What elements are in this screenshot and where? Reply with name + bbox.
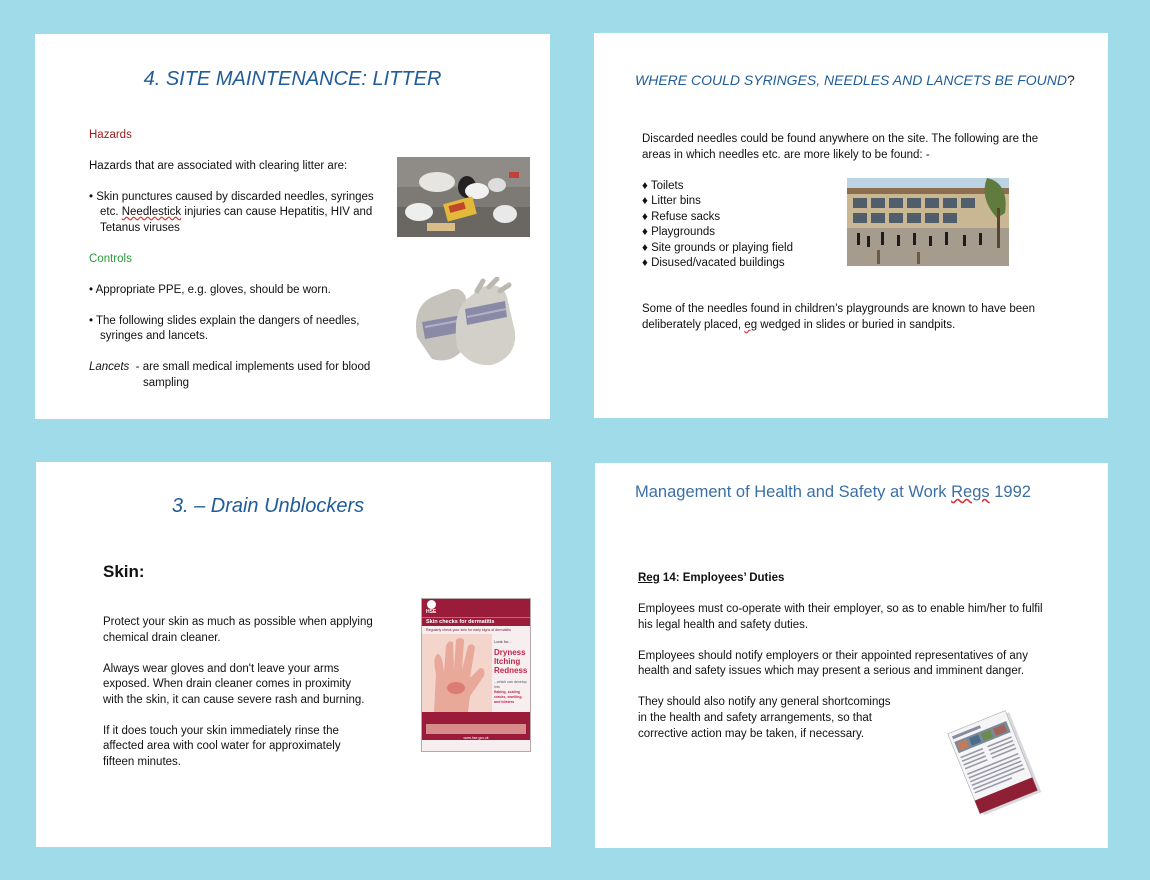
control-bullet-2-line-2: syringes and lancets. — [100, 330, 209, 342]
litter-photo — [397, 157, 530, 237]
slide-where-syringes-found[interactable] — [594, 33, 1108, 418]
control-bullet-2-line-1: • The following slides explain the dangers of needles, — [89, 315, 360, 327]
paragraph-1-line-1: Protect your skin as much as possible when applying — [103, 616, 373, 628]
spellcheck-word: Needlestick — [121, 206, 182, 218]
paragraph-1-line-2: chemical drain cleaner. — [103, 632, 221, 644]
lancets-definition: Lancets - are small medical implements used for blood — [89, 361, 371, 373]
paragraph-3-line-1: They should also notify any general shortcomings — [638, 696, 891, 708]
paragraph-1-line-1: Employees must co-operate with their employer, so as to enable him/her to fulfil — [638, 603, 1043, 615]
lancets-definition-line-2: sampling — [143, 377, 190, 389]
gloves-photo — [407, 277, 522, 367]
paragraph-3-line-1: If it does touch your skin immediately rinse the — [103, 725, 339, 737]
hazards-heading: Hazards — [89, 129, 132, 141]
hazard-bullet-line-3: Tetanus viruses — [100, 222, 180, 234]
slide-site-maintenance-litter[interactable] — [35, 34, 550, 419]
paragraph-2-line-3: with the skin, it can cause severe rash and burning. — [103, 694, 365, 706]
spellcheck-word: Regs — [951, 483, 990, 501]
poster-sub: Regularly check your skin for early signs of dermatitis — [426, 628, 511, 632]
paragraph-3-line-2: in the health and safety arrangements, so that — [638, 712, 872, 724]
list-item: ♦ Refuse sacks — [642, 211, 721, 223]
slide-title: Management of Health and Safety at Work Regs 1992 — [635, 483, 1031, 501]
list-item: ♦ Litter bins — [642, 195, 701, 207]
paragraph-3-line-3: corrective action may be taken, if necessary. — [638, 728, 865, 740]
hazard-bullet-line-2: etc. Needlestick injuries can cause Hepatitis, HIV and — [100, 206, 373, 218]
paragraph-3-line-2: affected area with cool water for approximately — [103, 740, 341, 752]
paragraph-2-line-2: health and safety issues which may present a serious and imminent danger. — [638, 665, 1025, 677]
poster-header: Skin checks for dermatitis — [422, 617, 530, 626]
control-bullet-1: • Appropriate PPE, e.g. gloves, should be worn. — [89, 284, 331, 296]
list-item: ♦ Toilets — [642, 180, 684, 192]
school-playground-photo — [847, 178, 1009, 266]
list-item: ♦ Playgrounds — [642, 226, 715, 238]
slide-title: 3. – Drain Unblockers — [171, 495, 365, 517]
footer-line-2: deliberately placed, eg wedged in slides or buried in sandpits. — [642, 319, 956, 331]
slide-management-regs[interactable] — [595, 463, 1108, 848]
skin-heading: Skin: — [103, 562, 145, 581]
paragraph-1-line-2: his legal health and safety duties. — [638, 619, 809, 631]
list-item: ♦ Disused/vacated buildings — [642, 257, 785, 269]
hazard-bullet-line-1: • Skin punctures caused by discarded needles, syringes — [89, 191, 374, 203]
intro-line-2: areas in which needles etc. are more likely to be found: - — [642, 149, 930, 161]
paragraph-2-line-1: Employees should notify employers or their appointed representatives of any — [638, 650, 1028, 662]
intro-line-1: Discarded needles could be found anywhere on the site. The following are the — [642, 133, 1039, 145]
hand-illustration-icon — [422, 634, 492, 712]
paragraph-3-line-3: fifteen minutes. — [103, 756, 181, 768]
reg-heading: Reg 14: Employees’ Duties — [638, 572, 785, 584]
paragraph-2-line-2: exposed. When drain cleaner comes in proximity — [103, 678, 352, 690]
poster-symptoms: Dryness Itching Redness — [494, 648, 528, 675]
hse-logo-icon — [427, 600, 436, 609]
footer-line-1: Some of the needles found in children’s playgrounds are known to have been — [642, 303, 1035, 315]
slide-title: 4. SITE MAINTENANCE: LITTER — [143, 68, 442, 90]
controls-heading: Controls — [89, 253, 132, 265]
slide-title: WHERE COULD SYRINGES, NEEDLES AND LANCETS BE FOUND? — [635, 72, 1075, 88]
spellcheck-word: eg — [744, 319, 758, 331]
list-item: ♦ Site grounds or playing field — [642, 242, 793, 254]
hazards-intro: Hazards that are associated with clearing litter are: — [89, 160, 348, 172]
slide-drain-unblockers[interactable] — [36, 462, 551, 847]
hse-dermatitis-poster: HSE Skin checks for dermatitis Regularly check your skin for early signs of dermatitis Look for... Dryness Itching Redness ...which can develop into flaking, scaling cracks, swelling and blisters www.hse.gov.uk — [421, 598, 531, 752]
hse-leaflet-image — [935, 706, 1045, 816]
paragraph-2-line-1: Always wear gloves and don't leave your arms — [103, 663, 340, 675]
